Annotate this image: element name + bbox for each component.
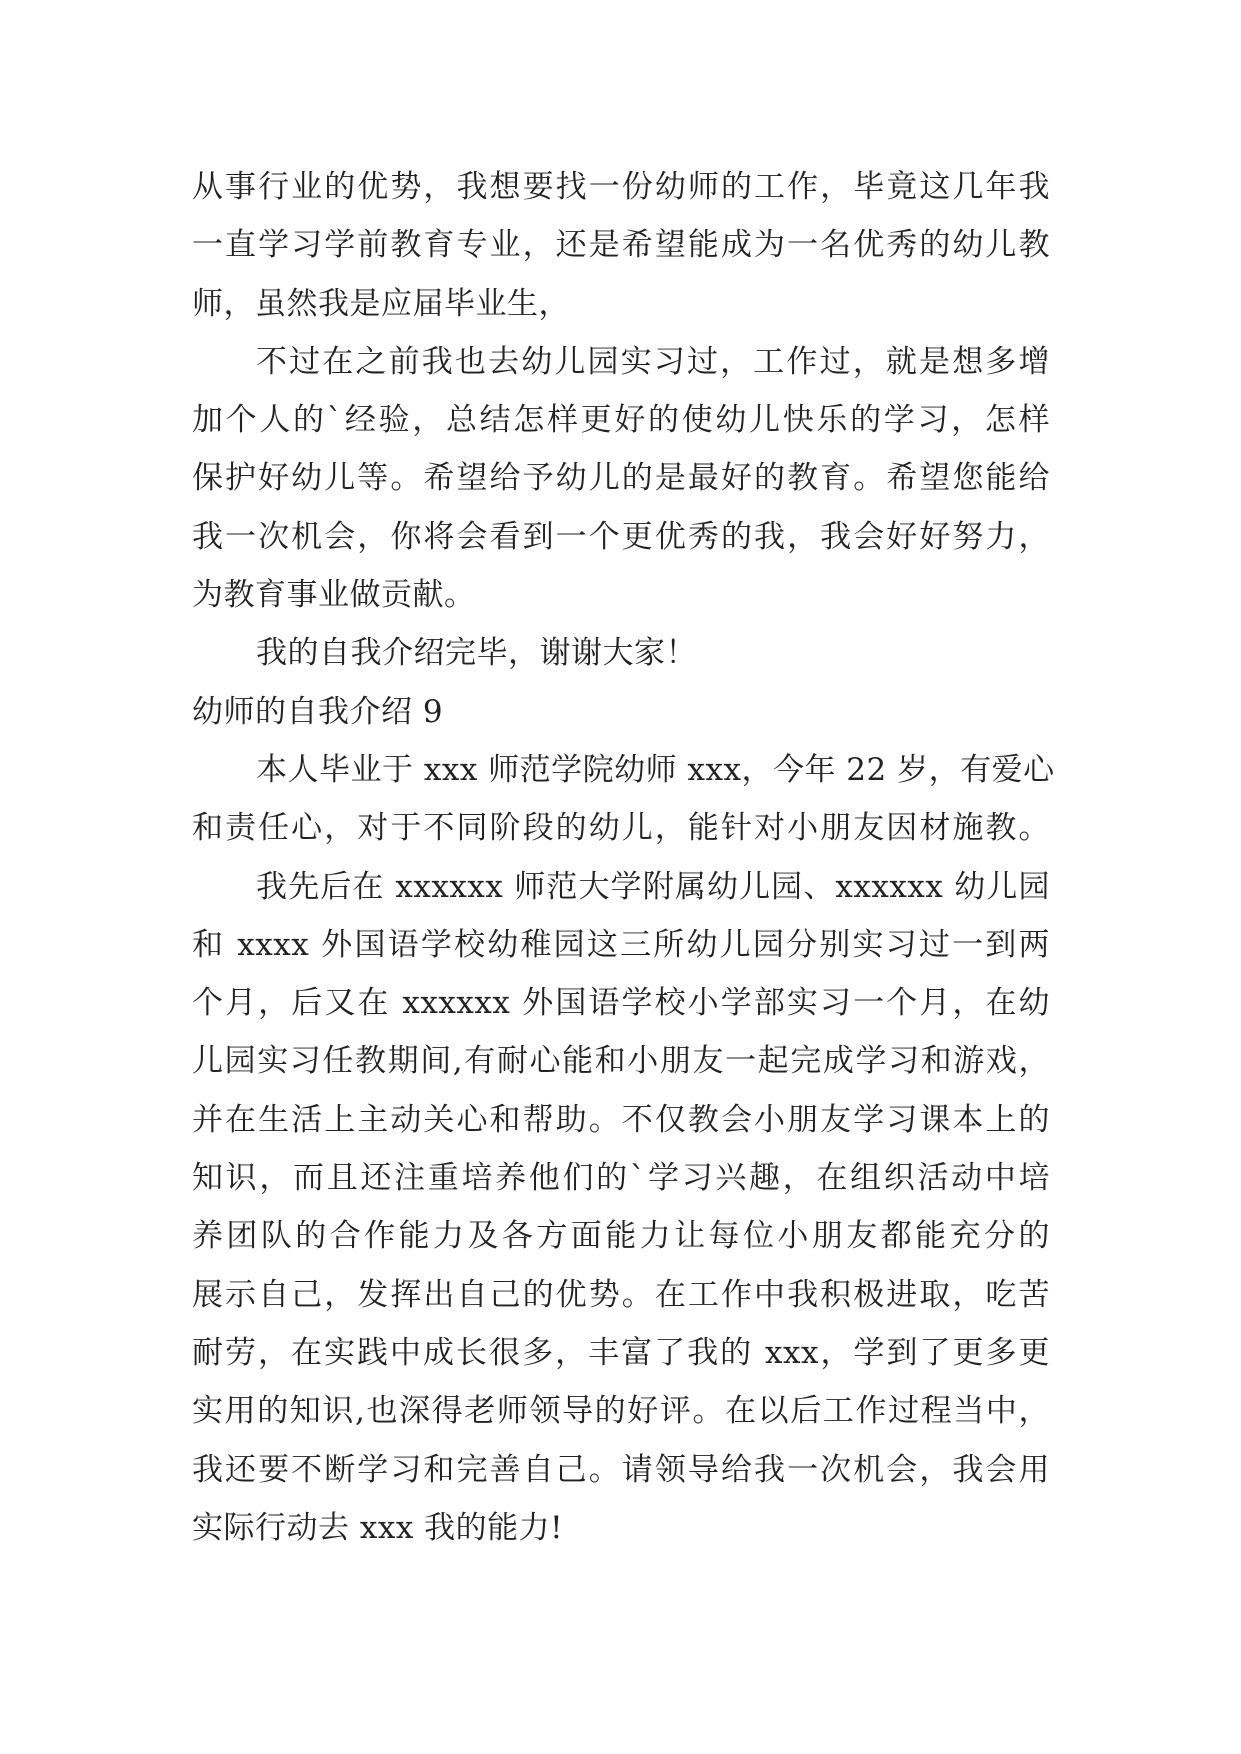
text-line: 我先后在 xxxxxx 师范大学附属幼儿园、xxxxxx 幼儿园 — [256, 868, 1050, 905]
text-line: 不过在之前我也去幼儿园实习过，工作过，就是想多增 — [256, 343, 1050, 380]
text-line: 个月，后又在 xxxxxx 外国语学校小学部实习一个月，在幼 — [192, 985, 1050, 1022]
text-line: 和 xxxx 外国语学校幼稚园这三所幼儿园分别实习过一到两 — [192, 926, 1050, 963]
text-line: 为教育事业做贡献。 — [192, 577, 476, 614]
text-line: 一直学习学前教育专业，还是希望能成为一名优秀的幼儿教 — [192, 227, 1050, 264]
text-line: 实用的知识,也深得老师领导的好评。在以后工作过程当中， — [192, 1393, 1050, 1430]
text-line: 本人毕业于 xxx 师范学院幼师 xxx，今年 22 岁，有爱心 — [256, 751, 1055, 788]
text-line: 耐劳，在实践中成长很多，丰富了我的 xxx，学到了更多更 — [192, 1334, 1050, 1371]
text-line: 并在生活上主动关心和帮助。不仅教会小朋友学习课本上的 — [192, 1101, 1050, 1138]
text-line: 我还要不断学习和完善自己。请领导给我一次机会，我会用 — [192, 1451, 1050, 1488]
text-line: 儿园实习任教期间,有耐心能和小朋友一起完成学习和游戏， — [192, 1043, 1050, 1080]
document-body — [192, 158, 1055, 1557]
text-line: 我一次机会，你将会看到一个更优秀的我，我会好好努力， — [192, 518, 1050, 555]
text-line: 和责任心，对于不同阶段的幼儿，能针对小朋友因材施教。 — [192, 810, 1050, 847]
text-line: 展示自己，发挥出自己的优势。在工作中我积极进取，吃苦 — [192, 1276, 1050, 1313]
text-line: 师，虽然我是应届毕业生， — [192, 285, 570, 322]
text-line: 知识，而且还注重培养他们的`学习兴趣，在组织活动中培 — [192, 1160, 1050, 1197]
text-line: 养团队的合作能力及各方面能力让每位小朋友都能充分的 — [192, 1218, 1050, 1255]
text-line: 我的自我介绍完毕，谢谢大家！ — [256, 635, 697, 672]
text-line: 加个人的`经验，总结怎样更好的使幼儿快乐的学习，怎样 — [192, 402, 1050, 439]
text-line: 实际行动去 xxx 我的能力! — [192, 1509, 564, 1546]
text-line: 保护好幼儿等。希望给予幼儿的是最好的教育。希望您能给 — [192, 460, 1050, 497]
section-heading: 幼师的自我介绍 9 — [192, 693, 444, 730]
text-line: 从事行业的优势，我想要找一份幼师的工作，毕竟这几年我 — [192, 169, 1050, 205]
